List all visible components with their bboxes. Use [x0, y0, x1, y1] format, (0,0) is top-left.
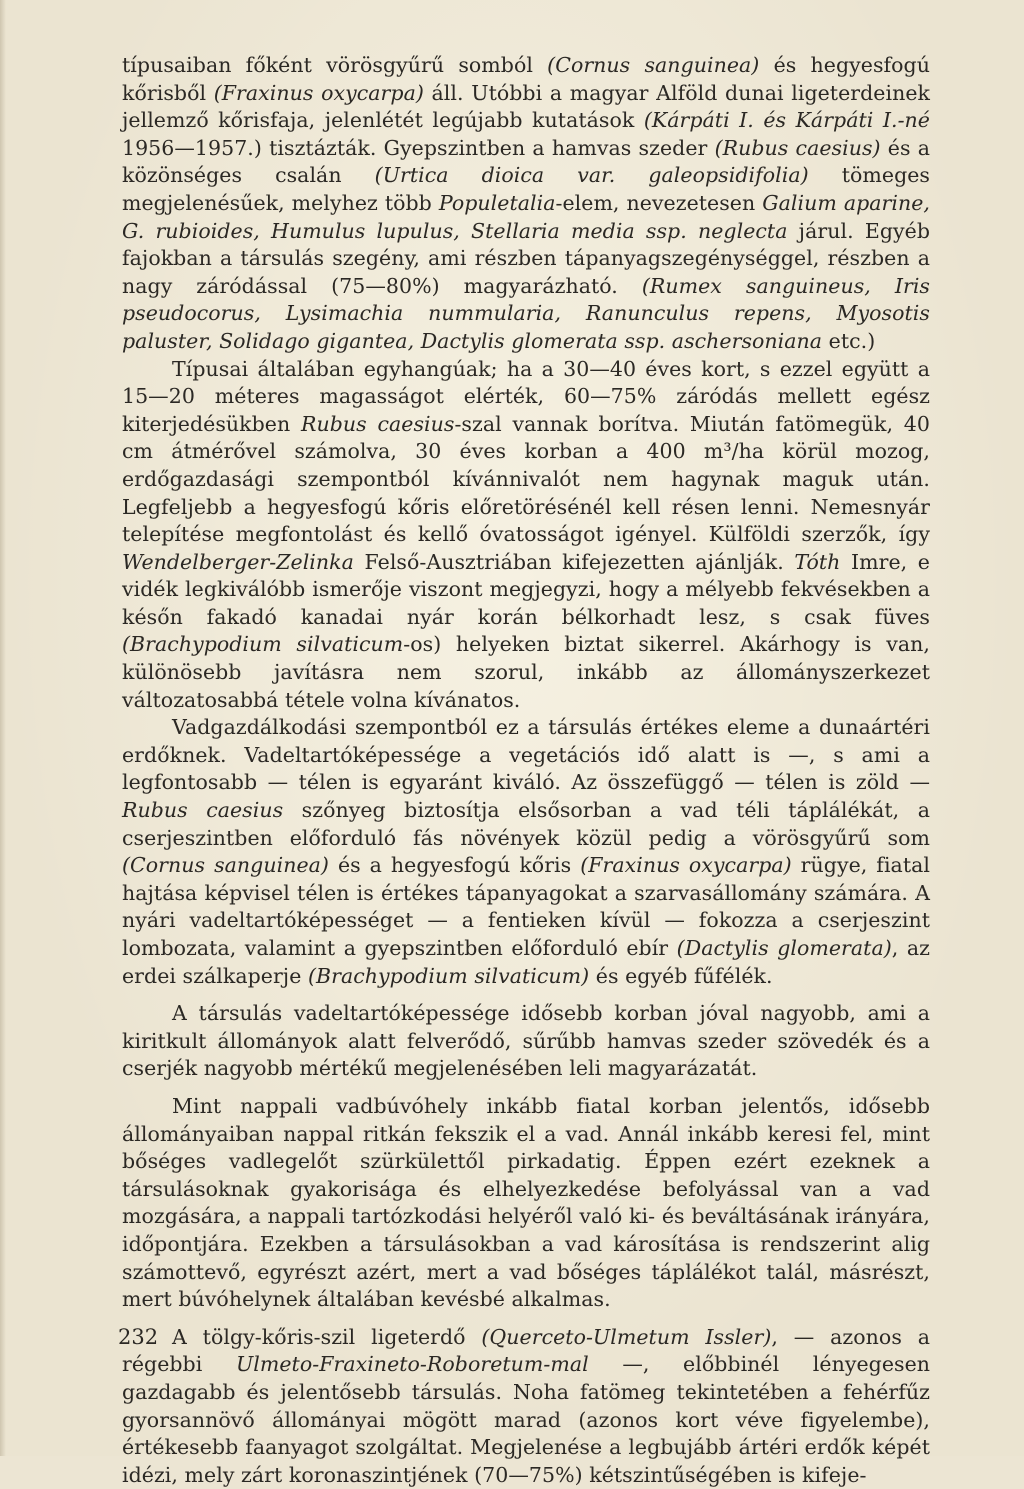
- italic-text-run: (Urtica dioica var. galeopsidifolia): [374, 163, 809, 188]
- paragraph: [122, 714, 930, 990]
- paragraph: [122, 1093, 930, 1314]
- paragraph: [122, 1324, 930, 1489]
- italic-text-run: (Rubus caesius): [714, 135, 881, 160]
- text-run: és a hegyesfogú kőris: [328, 853, 581, 878]
- italic-text-run: (Brachypodium silvaticum): [307, 963, 590, 988]
- italic-text-run: (Fraxinus oxycarpa): [580, 853, 792, 878]
- italic-text-run: (Cornus sanguinea): [547, 53, 760, 77]
- italic-text-run: Rubus caesius: [300, 411, 455, 436]
- text-run: etc.): [822, 328, 876, 353]
- text-run: rügye, fiatal hajtása képvisel télen is értékes tápanyagokat a szarvasállomány számára. A nyári vadeltartóképességet — a fentieken kívül — fokozza a cserjeszint lombozata, valamint a gyepszintben előforduló ebír: [122, 853, 930, 960]
- text-run: 1956—1957.) tisztázták. Gyepszintben a hamvas szeder: [122, 135, 715, 160]
- text-run: -os) helyeken biztat sikerrel. Akárhogy is van, különösebb javításra nem szorul, inkább az állományszerkezet változatosabbá tétele volna kívánatos.: [122, 632, 930, 712]
- italic-text-run: (Cornus sanguinea): [122, 853, 329, 878]
- text-run: , az erdei szálkaperje: [122, 936, 930, 988]
- italic-text-run: (Dactylis glomerata): [676, 936, 892, 960]
- italic-text-run: (Querceto-Ulmetum Issler): [481, 1324, 772, 1349]
- text-run: és hegyesfogú kőrisből: [122, 53, 930, 105]
- italic-text-run: (Fraxinus oxycarpa): [213, 80, 424, 105]
- italic-text-run: (Rumex sanguineus, Iris pseudocorus, Lysimachia nummularia, Ranunculus repens, Myosotis paluster, Solidago gigantea, Dactylis glomerata ssp. aschersoniana: [122, 273, 930, 353]
- text-run: -szal vannak borítva. Miután fatömegük, 40 cm átmérővel számolva, 30 éves korban a 400 m³/ha körül mozog, erdőgazdasági szempontból kívánnivalót nem hagynak maguk után. Legfeljebb a hegyesfogú kőris előretörésénél kell résen lenni. Nemesnyár telepítése megfontolást és kellő óvatosságot igényel. Külföldi szerzők, így: [122, 411, 930, 547]
- text-run: A társulás vadeltartóképessége idősebb korban jóval nagyobb, ami a kiritkult állományok alatt felverődő, sűrűbb hamvas szeder szövedék és a cserjék nagyobb mértékű megjelenésében leli magyarázatát.: [122, 1001, 930, 1081]
- text-run: , — azonos a régebbi: [122, 1324, 930, 1377]
- text-run: Imre, e vidék legkiválóbb ismerője viszont megjegyzi, hogy a mélyebb fekvésekben a későn fakadó kanadai nyár korán bélkorhadt lesz, s csak füves: [122, 549, 930, 629]
- text-run: tömeges megjelenésűek, melyhez több: [122, 163, 930, 215]
- text-run: -elem, nevezetesen: [555, 190, 763, 215]
- text-run: áll. Utóbbi a magyar Alföld dunai ligeterdeinek jellemző kőrisfaja, jelenlétét legújabb kutatások: [122, 80, 930, 133]
- text-run: Mint nappali vadbúvóhely inkább fiatal korban jelentős, idősebb állományaiban nappal ritkán fekszik el a vad. Annál inkább keresi fel, mint bőséges vadlegelőt szürkülettől pirkadatig. Éppen ezért ezeknek a társulásoknak gyakorisága és elhelyezkedése befolyással van a vad mozgására, a nappali tartózkodási helyéről való ki- és beváltásának irányára, időpontjára. Ezekben a társulásokban a vad károsítása is rendszerint alig számottevő, egyrészt azért, mert a vad bőséges táplálékot talál, másrészt, mert búvóhelynek általában kevésbé alkalmas.: [122, 1093, 930, 1312]
- text-run: és a közönséges csalán: [122, 135, 930, 188]
- paragraph: [122, 356, 930, 715]
- body-text: [122, 52, 930, 1489]
- italic-text-run: Rubus caesius: [122, 798, 284, 823]
- italic-text-run: Wendelberger-Zelinka: [122, 549, 354, 574]
- text-run: Felső-Ausztriában kifejezetten ajánlják.: [353, 549, 795, 574]
- text-run: —, előbbinél lényegesen gazdagabb és jelentősebb társulás. Noha fatömeg tekintetében a fehérfűz gyorsannövő állományai mögött marad (azonos kort véve figyelembe), értékesebb faanyagot szolgáltat. Megjelenése a legbujább ártéri erdők képét idézi, mely zárt koronaszintjének (70—75%) kétszintűségében is kifeje-: [122, 1352, 931, 1487]
- page-number: 232: [118, 1325, 159, 1349]
- paragraph: [122, 1000, 930, 1083]
- text-run: Vadgazdálkodási szempontból ez a társulás értékes eleme a dunaártéri erdőknek. Vadeltartóképessége a vegetációs idő alatt is —, s ami a legfontosabb — télen is egyaránt kiváló. Az összefüggő — télen is zöld —: [122, 715, 930, 795]
- text-run: Típusai általában egyhangúak; ha a 30—40 éves kort, s ezzel együtt a 15—20 méteres magasságot elérték, 60—75% záródás mellett egész kiterjedésükben: [122, 356, 930, 436]
- italic-text-run: (Brachypodium silvaticum: [122, 632, 404, 657]
- text-run: A tölgy-kőris-szil ligeterdő: [172, 1324, 482, 1349]
- text-run: szőnyeg biztosítja elsősorban a vad téli táplálékát, a cserjeszintben előforduló fás növények közül pedig a vörösgyűrű som: [122, 798, 930, 850]
- italic-text-run: Populetalia: [438, 190, 556, 215]
- italic-text-run: (Kárpáti I. és Kárpáti I.-né: [643, 108, 930, 133]
- italic-text-run: Tóth: [794, 549, 841, 574]
- text-run: típusaiban főként vörösgyűrű somból: [122, 53, 548, 77]
- italic-text-run: Ulmeto-Fraxineto-Roboretum-mal: [235, 1352, 589, 1377]
- text-run: járul. Egyéb fajokban a társulás szegény, ami részben tápanyagszegénységgel, részben a nagy záródással (75—80%) magyarázható.: [122, 218, 930, 298]
- paragraph: [122, 52, 930, 356]
- italic-text-run: Galium aparine, G. rubioides, Humulus lupulus, Stellaria media ssp. neglecta: [122, 190, 930, 243]
- text-run: és egyéb fűfélék.: [589, 963, 773, 988]
